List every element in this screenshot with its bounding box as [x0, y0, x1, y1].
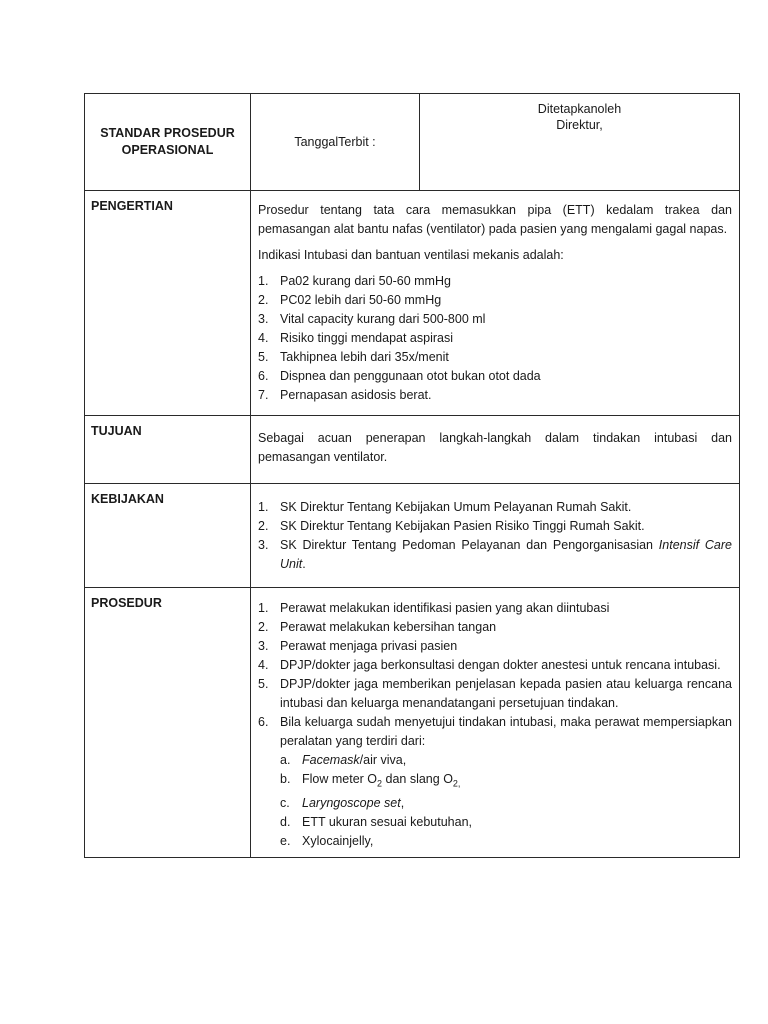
indikasi-list [258, 272, 732, 405]
kebijakan-list [258, 498, 732, 574]
pengertian-paragraph: Prosedur tentang tata cara memasukkan pipa (ETT) kedalam trakea dan pemasangan alat bantu nafas (ventilator) pada pasien yang mengalami gagal napas. [258, 203, 732, 236]
section-label: TUJUAN [91, 424, 142, 438]
list-item: d. ETT ukuran sesuai kebutuhan, [280, 814, 473, 829]
prosedur-label-cell [85, 588, 251, 858]
kebijakan-label-cell [85, 484, 251, 588]
list-item: 1. Perawat melakukan identifikasi pasien yang akan diintubasi [258, 601, 610, 615]
tujuan-content-cell [251, 416, 740, 484]
list-item: c. Laryngoscope set, [280, 795, 405, 810]
list-item: 5. DPJP/dokter jaga memberikan penjelasan kepada pasien atau keluarga rencana intubasi dan keluarga menandatangani persetujuan tindakan. [258, 677, 732, 710]
tujuan-row [85, 416, 740, 484]
section-label: PENGERTIAN [91, 199, 173, 213]
issue-date-label: TanggalTerbit : [294, 135, 376, 149]
pengertian-content-cell [251, 191, 740, 416]
prosedur-list [258, 599, 732, 851]
list-item: 2. Perawat melakukan kebersihan tangan [258, 620, 497, 634]
pengertian-row [85, 191, 740, 416]
list-item: 3. Perawat menjaga privasi pasien [258, 639, 458, 653]
tujuan-label-cell [85, 416, 251, 484]
prosedur-row [85, 588, 740, 858]
list-item: 2. PC02 lebih dari 50-60 mmHg [258, 293, 442, 307]
prosedur-content-cell [251, 588, 740, 858]
tujuan-text: Sebagai acuan penerapan langkah-langkah dalam tindakan intubasi dan pemasangan ventilator. [258, 431, 732, 464]
list-item: 2. SK Direktur Tentang Kebijakan Pasien Risiko Tinggi Rumah Sakit. [258, 519, 645, 533]
sop-title: STANDAR PROSEDUR OPERASIONAL [100, 126, 235, 157]
list-item: 3. SK Direktur Tentang Pedoman Pelayanan dan Pengorganisasian Intensif Care Unit. [258, 538, 732, 571]
issue-date-cell [251, 94, 420, 191]
list-item: 6. Dispnea dan penggunaan otot bukan otot dada [258, 369, 541, 383]
list-item: e. Xylocainjelly, [280, 833, 374, 848]
kebijakan-row [85, 484, 740, 588]
header-row [85, 94, 740, 191]
list-item: 3. Vital capacity kurang dari 500-800 ml [258, 312, 486, 326]
list-item: 4. Risiko tinggi mendapat aspirasi [258, 331, 454, 345]
section-label: KEBIJAKAN [91, 492, 164, 506]
list-item: a. Facemask/air viva, [280, 753, 407, 767]
list-item: 6. Bila keluarga sudah menyetujui tindakan intubasi, maka perawat mempersiapkan peralatan yang terdiri dari: a. Facemask/air viva, b. Flow meter $O_2$ dan slang $O_{2,}$ c. Laryngoscope set, d. ETT ukuran sesuai kebutuhan, e. Xylocainjelly, [258, 713, 732, 851]
kebijakan-content-cell [251, 484, 740, 588]
approval-block: Ditetapkanoleh Direktur, [537, 102, 622, 132]
sop-title-cell [85, 94, 251, 191]
list-item: 5. Takhipnea lebih dari 35x/menit [258, 350, 449, 364]
section-label: PROSEDUR [91, 596, 162, 610]
list-item: 4. DPJP/dokter jaga berkonsultasi dengan dokter anestesi untuk rencana intubasi. [258, 658, 721, 672]
indikasi-intro: Indikasi Intubasi dan bantuan ventilasi mekanis adalah: [258, 248, 564, 262]
list-item: 7. Pernapasan asidosis berat. [258, 388, 432, 402]
list-item: 1. Pa02 kurang dari 50-60 mmHg [258, 274, 451, 288]
list-item: 1. SK Direktur Tentang Kebijakan Umum Pelayanan Rumah Sakit. [258, 500, 632, 514]
pengertian-label-cell [85, 191, 251, 416]
list-item: b. Flow meter $O_2$ dan slang $O_{2,}$ [280, 772, 461, 789]
equipment-list [280, 751, 732, 851]
sop-table [84, 93, 740, 858]
approval-cell [420, 94, 740, 191]
